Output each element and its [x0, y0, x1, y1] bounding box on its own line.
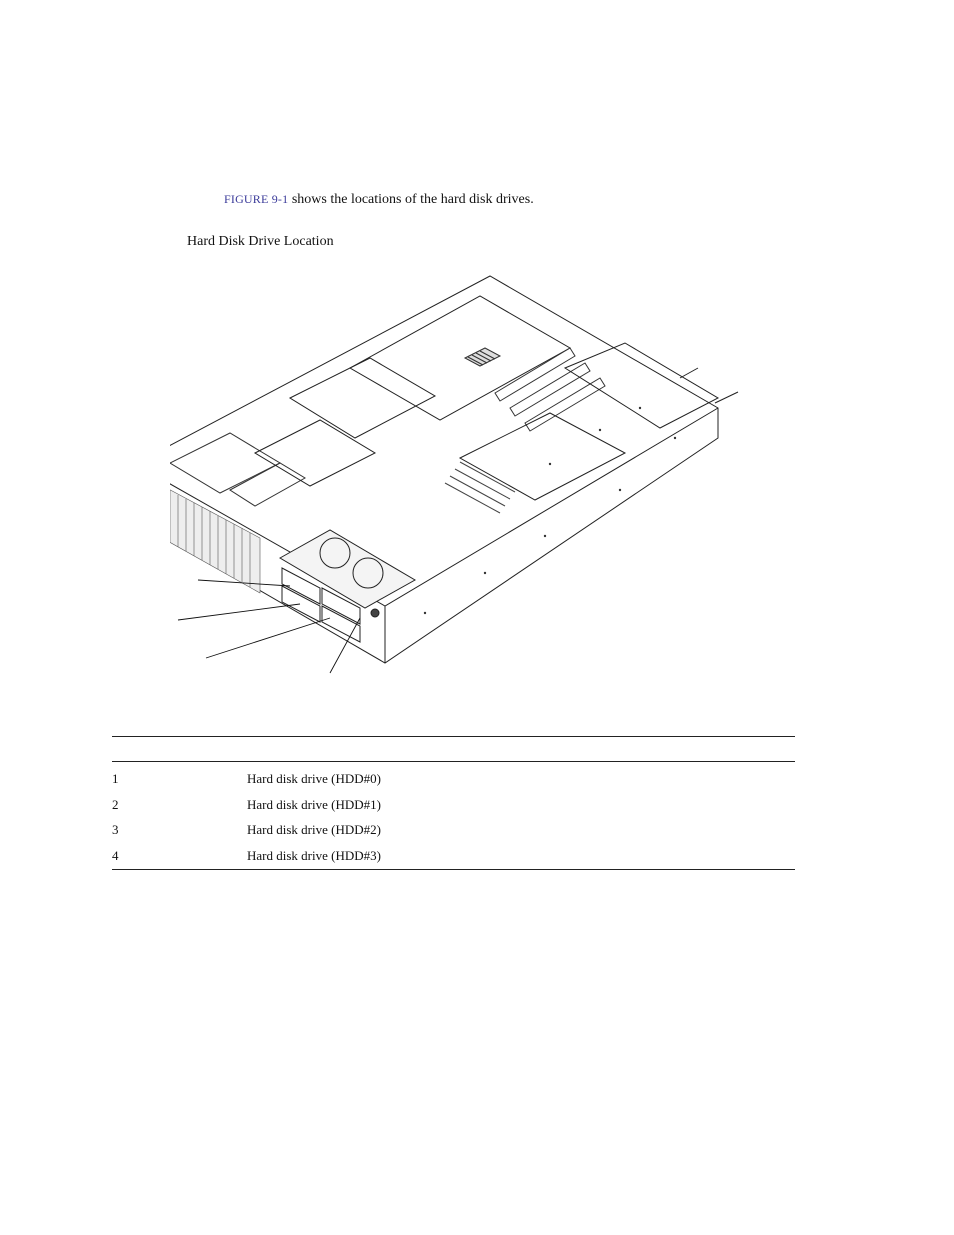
table-row — [112, 765, 795, 791]
table-row — [112, 842, 795, 868]
table-body — [112, 762, 795, 869]
callout-description: Hard disk drive (HDD#3) — [247, 847, 381, 863]
callout-number: 3 — [112, 822, 119, 837]
table-row — [112, 816, 795, 842]
rear-rod-2 — [715, 392, 738, 403]
callout-number: 4 — [112, 847, 119, 863]
intro-text: shows the locations of the hard disk drives. — [288, 192, 534, 207]
table-header-row — [112, 737, 795, 761]
callout-description: Hard disk drive (HDD#0) — [247, 771, 381, 786]
callout-description: Hard disk drive (HDD#2) — [247, 822, 381, 837]
table-row — [112, 791, 795, 817]
server-illustration — [170, 268, 750, 678]
chassis-outline — [170, 276, 718, 663]
rear-rod-1 — [680, 368, 698, 378]
callout-number: 2 — [112, 796, 119, 812]
table-bottom-rule — [112, 869, 795, 870]
callout-legend-table — [112, 736, 795, 870]
figure-reference-link[interactable]: FIGURE 9-1 — [224, 192, 289, 206]
figure-caption: Hard Disk Drive Location — [187, 234, 334, 249]
intro-paragraph — [224, 192, 534, 208]
callout-number: 1 — [112, 771, 119, 786]
callout-description: Hard disk drive (HDD#1) — [247, 796, 381, 812]
server-chassis-drawing — [170, 268, 750, 678]
right-thumbscrew — [371, 609, 379, 617]
